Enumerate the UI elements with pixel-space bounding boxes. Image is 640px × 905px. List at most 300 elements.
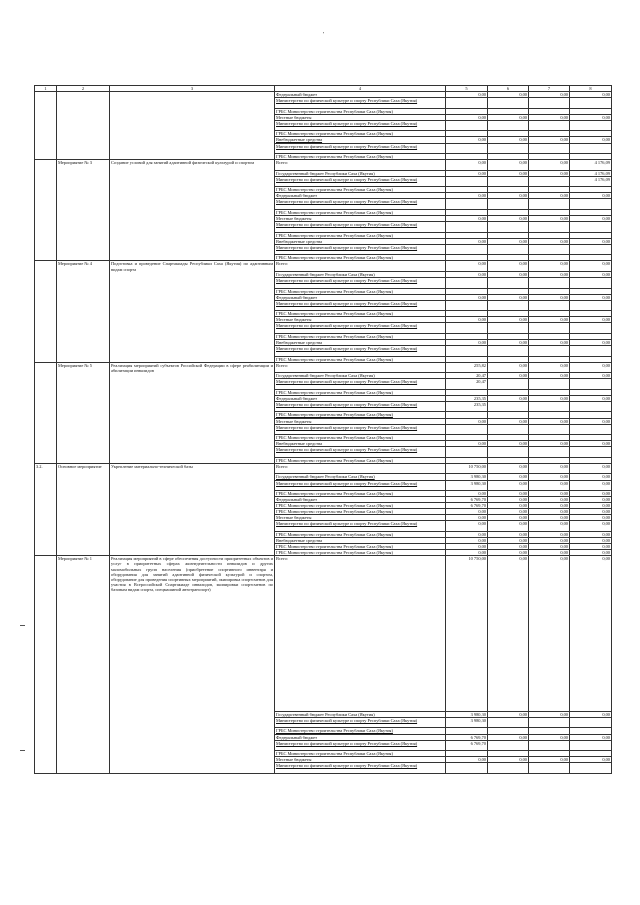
amount-cell: 0,00 <box>488 339 529 345</box>
amount-cell: 0,00 <box>570 550 612 556</box>
amount-cell: 0,00 <box>529 92 570 98</box>
amount-cell: 0,00 <box>529 711 570 717</box>
amount-cell: 0,00 <box>488 463 529 474</box>
funding-source: Внебюджетные средства <box>275 538 446 544</box>
amount-cell: 0,00 <box>488 521 529 532</box>
amount-cell: 0,00 <box>446 261 488 272</box>
amount-cell: 0,00 <box>570 515 612 521</box>
amount-cell <box>488 346 529 357</box>
funding-source: ГРБС Министерство строительства Республики Саха (Якутия) <box>275 356 446 362</box>
table-row <box>35 261 612 272</box>
amount-cell: 0,00 <box>529 193 570 199</box>
amount-cell: 0,00 <box>488 509 529 515</box>
funding-source: Министерство по физической культуре и спорту Республики Саха (Якутия) <box>275 521 446 532</box>
amount-cell: 0,00 <box>529 556 570 712</box>
amount-cell: 0,00 <box>570 395 612 401</box>
amount-cell <box>529 763 570 774</box>
funding-source: Федеральный бюджет <box>275 395 446 401</box>
amount-cell <box>488 401 529 412</box>
amount-cell <box>570 717 612 728</box>
amount-cell: 0,00 <box>570 216 612 222</box>
funding-source: Министерство по физической культуре и спорту Республики Саха (Якутия) <box>275 120 446 131</box>
amount-cell: 0,00 <box>570 497 612 503</box>
amount-cell: 0,00 <box>529 317 570 323</box>
table-row <box>35 556 612 712</box>
amount-cell <box>446 447 488 458</box>
funding-source: ГРБС Министерство строительства Республики Саха (Якутия) <box>275 544 446 550</box>
funding-source: Министерство по физической культуре и спорту Республики Саха (Якутия) <box>275 98 446 109</box>
block-description <box>110 92 275 160</box>
amount-cell <box>529 300 570 311</box>
funding-source: ГРБС Министерство строительства Республики Саха (Якутия) <box>275 255 446 261</box>
amount-cell: 0,00 <box>570 339 612 345</box>
amount-cell <box>570 346 612 357</box>
amount-cell: 235,35 <box>446 395 488 401</box>
amount-cell: 0,00 <box>446 92 488 98</box>
amount-cell: 0,00 <box>570 544 612 550</box>
amount-cell: 0,00 <box>488 114 529 120</box>
amount-cell: 0,00 <box>488 317 529 323</box>
amount-cell <box>446 176 488 187</box>
amount-cell <box>446 98 488 109</box>
amount-cell: 0,00 <box>529 734 570 740</box>
amount-cell <box>570 199 612 210</box>
amount-cell <box>529 176 570 187</box>
amount-cell <box>570 424 612 435</box>
margin-tick <box>20 625 25 626</box>
funding-source: ГРБС Министерство строительства Республики Саха (Якутия) <box>275 389 446 395</box>
amount-cell: 0,00 <box>446 757 488 763</box>
amount-cell <box>570 244 612 255</box>
funding-source: ГРБС Министерство строительства Республики Саха (Якутия) <box>275 531 446 537</box>
amount-cell <box>529 222 570 233</box>
amount-cell: 0,00 <box>529 480 570 491</box>
amount-cell: 0,00 <box>488 170 529 176</box>
amount-cell <box>488 717 529 728</box>
amount-cell: 0,00 <box>446 317 488 323</box>
amount-cell <box>446 244 488 255</box>
col-header: 4 <box>275 86 446 92</box>
block-description: Реализация мероприятий в сфере обеспечения доступности приоритетных объектов и услуг в приоритетных сферах жизнедеятельности инвалидов и других маломобильных групп населения (приобретение спортивного инвентаря и оборудования для занятий адаптивной физической культурой и спортом, оборудование для проведения спортивных мероприятий, экипировка спортсменов для участия в Всероссийской Спартакиаде инвалидов, экипировки спортсменов по базовым видам спорта, спецмашиной автотранспорт) <box>110 556 275 773</box>
block-description: Создание условий для занятий адаптивной физической культурой и спортом <box>110 160 275 261</box>
block-number: 3.2. <box>35 463 57 555</box>
amount-cell <box>446 120 488 131</box>
block-number <box>35 160 57 261</box>
amount-cell: 0,00 <box>529 395 570 401</box>
amount-cell <box>446 424 488 435</box>
amount-cell <box>529 424 570 435</box>
funding-source: Местные бюджеты <box>275 317 446 323</box>
funding-source: Государственный бюджет Республики Саха (Якутия) <box>275 271 446 277</box>
funding-source: Министерство по физической культуре и спорту Республики Саха (Якутия) <box>275 717 446 728</box>
funding-source: Министерство по физической культуре и спорту Республики Саха (Якутия) <box>275 323 446 334</box>
funding-source: Местные бюджеты <box>275 114 446 120</box>
amount-cell <box>529 244 570 255</box>
amount-cell <box>488 763 529 774</box>
table-row <box>35 160 612 171</box>
table-row <box>35 362 612 373</box>
amount-cell: 0,00 <box>446 193 488 199</box>
funding-source: Внебюджетные средства <box>275 339 446 345</box>
amount-cell: 0,00 <box>488 373 529 379</box>
amount-cell: 0,00 <box>488 515 529 521</box>
amount-cell: 0,00 <box>488 550 529 556</box>
amount-cell: 0,00 <box>488 137 529 143</box>
amount-cell: 0,00 <box>488 418 529 424</box>
amount-cell: 3 980,30 <box>446 711 488 717</box>
funding-source: ГРБС Министерство строительства Республики Саха (Якутия) <box>275 457 446 463</box>
amount-cell: 0,00 <box>488 92 529 98</box>
amount-cell <box>446 278 488 289</box>
amount-cell <box>570 323 612 334</box>
funding-source: Государственный бюджет Республики Саха (Якутия) <box>275 711 446 717</box>
amount-cell: 4 176,09 <box>570 160 612 171</box>
amount-cell: 0,00 <box>529 339 570 345</box>
margin-tick <box>20 750 25 751</box>
amount-cell: 0,00 <box>488 474 529 480</box>
amount-cell <box>529 447 570 458</box>
amount-cell: 0,00 <box>488 480 529 491</box>
amount-cell: 0,00 <box>488 261 529 272</box>
amount-cell: 0,00 <box>570 317 612 323</box>
block-name: Мероприятие № 5 <box>57 362 110 463</box>
amount-cell <box>570 379 612 390</box>
col-header: 8 <box>570 86 612 92</box>
funding-source: ГРБС Министерство строительства Республики Саха (Якутия) <box>275 503 446 509</box>
amount-cell: 0,00 <box>446 509 488 515</box>
funding-source: Всего: <box>275 160 446 171</box>
amount-cell: 0,00 <box>529 170 570 176</box>
amount-cell <box>488 278 529 289</box>
amount-cell <box>488 244 529 255</box>
amount-cell <box>446 199 488 210</box>
funding-source: Министерство по физической культуре и спорту Республики Саха (Якутия) <box>275 176 446 187</box>
block-description: Подготовка и проведение Спартакиады Республики Саха (Якутия) по адаптивным видам спорта <box>110 261 275 362</box>
amount-cell: 0,00 <box>570 373 612 379</box>
amount-cell: 0,00 <box>488 193 529 199</box>
amount-cell <box>529 120 570 131</box>
amount-cell: 0,00 <box>570 480 612 491</box>
amount-cell: 0,00 <box>529 362 570 373</box>
amount-cell: 0,00 <box>488 556 529 712</box>
amount-cell: 0,00 <box>529 474 570 480</box>
amount-cell <box>570 222 612 233</box>
amount-cell: 235,35 <box>446 401 488 412</box>
block-number <box>35 92 57 160</box>
amount-cell: 0,00 <box>570 757 612 763</box>
amount-cell: 0,00 <box>529 538 570 544</box>
amount-cell: 0,00 <box>570 509 612 515</box>
amount-cell <box>446 300 488 311</box>
amount-cell <box>488 424 529 435</box>
amount-cell: 10 750,00 <box>446 556 488 712</box>
amount-cell: 0,00 <box>529 497 570 503</box>
amount-cell: 0,00 <box>488 362 529 373</box>
amount-cell: 0,00 <box>570 92 612 98</box>
amount-cell: 0,00 <box>446 515 488 521</box>
amount-cell: 0,00 <box>446 294 488 300</box>
funding-source: Министерство по физической культуре и спорту Республики Саха (Якутия) <box>275 199 446 210</box>
amount-cell <box>529 278 570 289</box>
amount-cell <box>570 447 612 458</box>
funding-source: Государственный бюджет Республики Саха (Якутия) <box>275 373 446 379</box>
funding-source: ГРБС Министерство строительства Республики Саха (Якутия) <box>275 751 446 757</box>
amount-cell: 0,00 <box>488 544 529 550</box>
amount-cell: 0,00 <box>570 538 612 544</box>
amount-cell: 3 980,30 <box>446 480 488 491</box>
amount-cell: 0,00 <box>488 734 529 740</box>
funding-source: Внебюджетные средства <box>275 441 446 447</box>
funding-source: ГРБС Министерство строительства Республики Саха (Якутия) <box>275 435 446 441</box>
amount-cell: 0,00 <box>488 538 529 544</box>
funding-source: Федеральный бюджет <box>275 92 446 98</box>
funding-source: ГРБС Министерство строительства Республики Саха (Якутия) <box>275 550 446 556</box>
amount-cell: 0,00 <box>488 271 529 277</box>
amount-cell: 0,00 <box>488 491 529 497</box>
amount-cell <box>446 222 488 233</box>
amount-cell: 6 769,70 <box>446 734 488 740</box>
amount-cell: 255,82 <box>446 362 488 373</box>
block-name: Мероприятие № 4 <box>57 261 110 362</box>
amount-cell: 0,00 <box>446 170 488 176</box>
amount-cell: 0,00 <box>446 531 488 537</box>
amount-cell <box>570 763 612 774</box>
amount-cell: 0,00 <box>570 521 612 532</box>
amount-cell <box>529 401 570 412</box>
amount-cell: 0,00 <box>529 463 570 474</box>
amount-cell: 6 769,70 <box>446 497 488 503</box>
amount-cell: 0,00 <box>529 238 570 244</box>
amount-cell: 0,00 <box>570 556 612 712</box>
amount-cell: 0,00 <box>446 271 488 277</box>
amount-cell: 6 769,70 <box>446 740 488 751</box>
amount-cell <box>570 401 612 412</box>
amount-cell: 0,00 <box>570 193 612 199</box>
funding-source: ГРБС Министерство строительства Республики Саха (Якутия) <box>275 131 446 137</box>
amount-cell <box>488 98 529 109</box>
amount-cell: 0,00 <box>529 261 570 272</box>
funding-source: Государственный бюджет Республики Саха (Якутия) <box>275 474 446 480</box>
funding-source: Министерство по физической культуре и спорту Республики Саха (Якутия) <box>275 424 446 435</box>
amount-cell: 0,00 <box>570 491 612 497</box>
amount-cell: 0,00 <box>570 531 612 537</box>
amount-cell: 0,00 <box>446 114 488 120</box>
block-name: Мероприятие № 1 <box>57 556 110 773</box>
funding-source: Федеральный бюджет <box>275 734 446 740</box>
funding-source: Всего: <box>275 261 446 272</box>
amount-cell: 0,00 <box>446 137 488 143</box>
funding-source: Министерство по физической культуре и спорту Республики Саха (Якутия) <box>275 763 446 774</box>
amount-cell: 0,00 <box>446 418 488 424</box>
amount-cell: 0,00 <box>529 114 570 120</box>
funding-source: Министерство по физической культуре и спорту Республики Саха (Якутия) <box>275 447 446 458</box>
amount-cell: 0,00 <box>529 294 570 300</box>
amount-cell: 0,00 <box>488 238 529 244</box>
amount-cell <box>488 379 529 390</box>
table-row <box>35 463 612 474</box>
amount-cell <box>488 143 529 154</box>
funding-source: ГРБС Министерство строительства Республики Саха (Якутия) <box>275 154 446 160</box>
funding-source: Местные бюджеты <box>275 216 446 222</box>
amount-cell: 3 980,30 <box>446 717 488 728</box>
amount-cell <box>488 222 529 233</box>
funding-source: ГРБС Министерство строительства Республики Саха (Якутия) <box>275 509 446 515</box>
amount-cell <box>570 143 612 154</box>
funding-source: Министерство по физической культуре и спорту Республики Саха (Якутия) <box>275 143 446 154</box>
amount-cell: 0,00 <box>529 531 570 537</box>
amount-cell <box>529 740 570 751</box>
amount-cell: 0,00 <box>488 216 529 222</box>
block-number <box>35 362 57 463</box>
amount-cell: 0,00 <box>446 160 488 171</box>
amount-cell <box>446 143 488 154</box>
amount-cell: 0,00 <box>529 757 570 763</box>
amount-cell: 0,00 <box>570 503 612 509</box>
amount-cell: 0,00 <box>529 521 570 532</box>
amount-cell: 0,00 <box>446 544 488 550</box>
amount-cell: 0,00 <box>570 441 612 447</box>
amount-cell: 0,00 <box>529 515 570 521</box>
amount-cell: 0,00 <box>488 395 529 401</box>
funding-source: ГРБС Министерство строительства Республики Саха (Якутия) <box>275 412 446 418</box>
page-mark: ' <box>323 32 325 38</box>
amount-cell: 0,00 <box>488 441 529 447</box>
funding-source: Министерство по физической культуре и спорту Республики Саха (Якутия) <box>275 222 446 233</box>
amount-cell: 0,00 <box>446 441 488 447</box>
funding-source: Министерство по физической культуре и спорту Республики Саха (Якутия) <box>275 740 446 751</box>
amount-cell <box>570 740 612 751</box>
amount-cell: 0,00 <box>529 544 570 550</box>
funding-source: Местные бюджеты <box>275 757 446 763</box>
block-number <box>35 261 57 362</box>
amount-cell <box>488 199 529 210</box>
amount-cell: 0,00 <box>570 271 612 277</box>
amount-cell: 0,00 <box>529 491 570 497</box>
amount-cell: 0,00 <box>570 418 612 424</box>
amount-cell: 4 176,09 <box>570 170 612 176</box>
amount-cell: 0,00 <box>529 160 570 171</box>
amount-cell: 0,00 <box>446 216 488 222</box>
block-description: Укрепление материально-технической базы <box>110 463 275 555</box>
amount-cell: 0,00 <box>570 137 612 143</box>
amount-cell <box>529 379 570 390</box>
funding-source: Федеральный бюджет <box>275 497 446 503</box>
funding-source: ГРБС Министерство строительства Республики Саха (Якутия) <box>275 288 446 294</box>
amount-cell <box>570 120 612 131</box>
amount-cell: 0,00 <box>570 711 612 717</box>
funding-source: ГРБС Министерство строительства Республики Саха (Якутия) <box>275 311 446 317</box>
funding-source: ГРБС Министерство строительства Республики Саха (Якутия) <box>275 728 446 734</box>
amount-cell <box>488 300 529 311</box>
amount-cell: 0,00 <box>446 238 488 244</box>
funding-source: Местные бюджеты <box>275 515 446 521</box>
amount-cell: 0,00 <box>570 114 612 120</box>
amount-cell: 0,00 <box>446 521 488 532</box>
amount-cell: 0,00 <box>488 711 529 717</box>
amount-cell: 0,00 <box>488 503 529 509</box>
col-header: 1 <box>35 86 57 92</box>
funding-source: Всего: <box>275 463 446 474</box>
amount-cell: 0,00 <box>446 550 488 556</box>
amount-cell: 0,00 <box>446 491 488 497</box>
funding-source: Государственный бюджет Республики Саха (Якутия) <box>275 170 446 176</box>
funding-source: ГРБС Министерство строительства Республики Саха (Якутия) <box>275 187 446 193</box>
amount-cell <box>529 199 570 210</box>
amount-cell: 0,00 <box>488 497 529 503</box>
funding-source: Внебюджетные средства <box>275 137 446 143</box>
amount-cell: 0,00 <box>529 503 570 509</box>
amount-cell: 0,00 <box>529 509 570 515</box>
amount-cell: 0,00 <box>488 160 529 171</box>
amount-cell <box>488 447 529 458</box>
funding-source: Министерство по физической культуре и спорту Республики Саха (Якутия) <box>275 244 446 255</box>
amount-cell: 0,00 <box>570 261 612 272</box>
amount-cell: 0,00 <box>488 531 529 537</box>
amount-cell <box>529 717 570 728</box>
funding-source: Министерство по физической культуре и спорту Республики Саха (Якутия) <box>275 480 446 491</box>
amount-cell: 0,00 <box>529 271 570 277</box>
amount-cell <box>488 323 529 334</box>
amount-cell <box>488 120 529 131</box>
amount-cell: 0,00 <box>570 238 612 244</box>
budget-table <box>34 85 612 774</box>
amount-cell: 6 769,70 <box>446 503 488 509</box>
amount-cell: 0,00 <box>529 216 570 222</box>
col-header: 5 <box>446 86 488 92</box>
amount-cell <box>488 176 529 187</box>
col-header: 3 <box>110 86 275 92</box>
amount-cell <box>529 143 570 154</box>
funding-source: Министерство по физической культуре и спорту Республики Саха (Якутия) <box>275 379 446 390</box>
amount-cell <box>529 98 570 109</box>
funding-source: Местные бюджеты <box>275 418 446 424</box>
funding-source: Министерство по физической культуре и спорту Республики Саха (Якутия) <box>275 300 446 311</box>
funding-source: Всего: <box>275 362 446 373</box>
amount-cell: 0,00 <box>570 474 612 480</box>
block-name <box>57 92 110 160</box>
col-header: 2 <box>57 86 110 92</box>
block-name: Основное мероприятие <box>57 463 110 555</box>
funding-source: ГРБС Министерство строительства Республики Саха (Якутия) <box>275 108 446 114</box>
amount-cell: 0,00 <box>446 538 488 544</box>
funding-source: ГРБС Министерство строительства Республики Саха (Якутия) <box>275 491 446 497</box>
amount-cell: 0,00 <box>570 463 612 474</box>
amount-cell <box>446 763 488 774</box>
funding-source: ГРБС Министерство строительства Республики Саха (Якутия) <box>275 232 446 238</box>
funding-source: Федеральный бюджет <box>275 193 446 199</box>
amount-cell: 20,47 <box>446 379 488 390</box>
amount-cell <box>529 346 570 357</box>
funding-source: Министерство по физической культуре и спорту Республики Саха (Якутия) <box>275 401 446 412</box>
amount-cell: 0,00 <box>529 550 570 556</box>
amount-cell: 0,00 <box>488 294 529 300</box>
amount-cell <box>488 740 529 751</box>
col-header: 7 <box>529 86 570 92</box>
amount-cell <box>570 278 612 289</box>
block-name: Мероприятие № 3 <box>57 160 110 261</box>
amount-cell: 3 980,30 <box>446 474 488 480</box>
funding-source: Федеральный бюджет <box>275 294 446 300</box>
amount-cell: 0,00 <box>488 757 529 763</box>
funding-source: Министерство по физической культуре и спорту Республики Саха (Якутия) <box>275 346 446 357</box>
funding-source: Всего: <box>275 556 446 712</box>
amount-cell: 0,00 <box>529 441 570 447</box>
col-header: 6 <box>488 86 529 92</box>
amount-cell <box>529 323 570 334</box>
amount-cell: 0,00 <box>570 362 612 373</box>
amount-cell: 20,47 <box>446 373 488 379</box>
block-description: Реализация мероприятий субъектов Российской Федерации в сфере реабилитации и абилитации инвалидов <box>110 362 275 463</box>
